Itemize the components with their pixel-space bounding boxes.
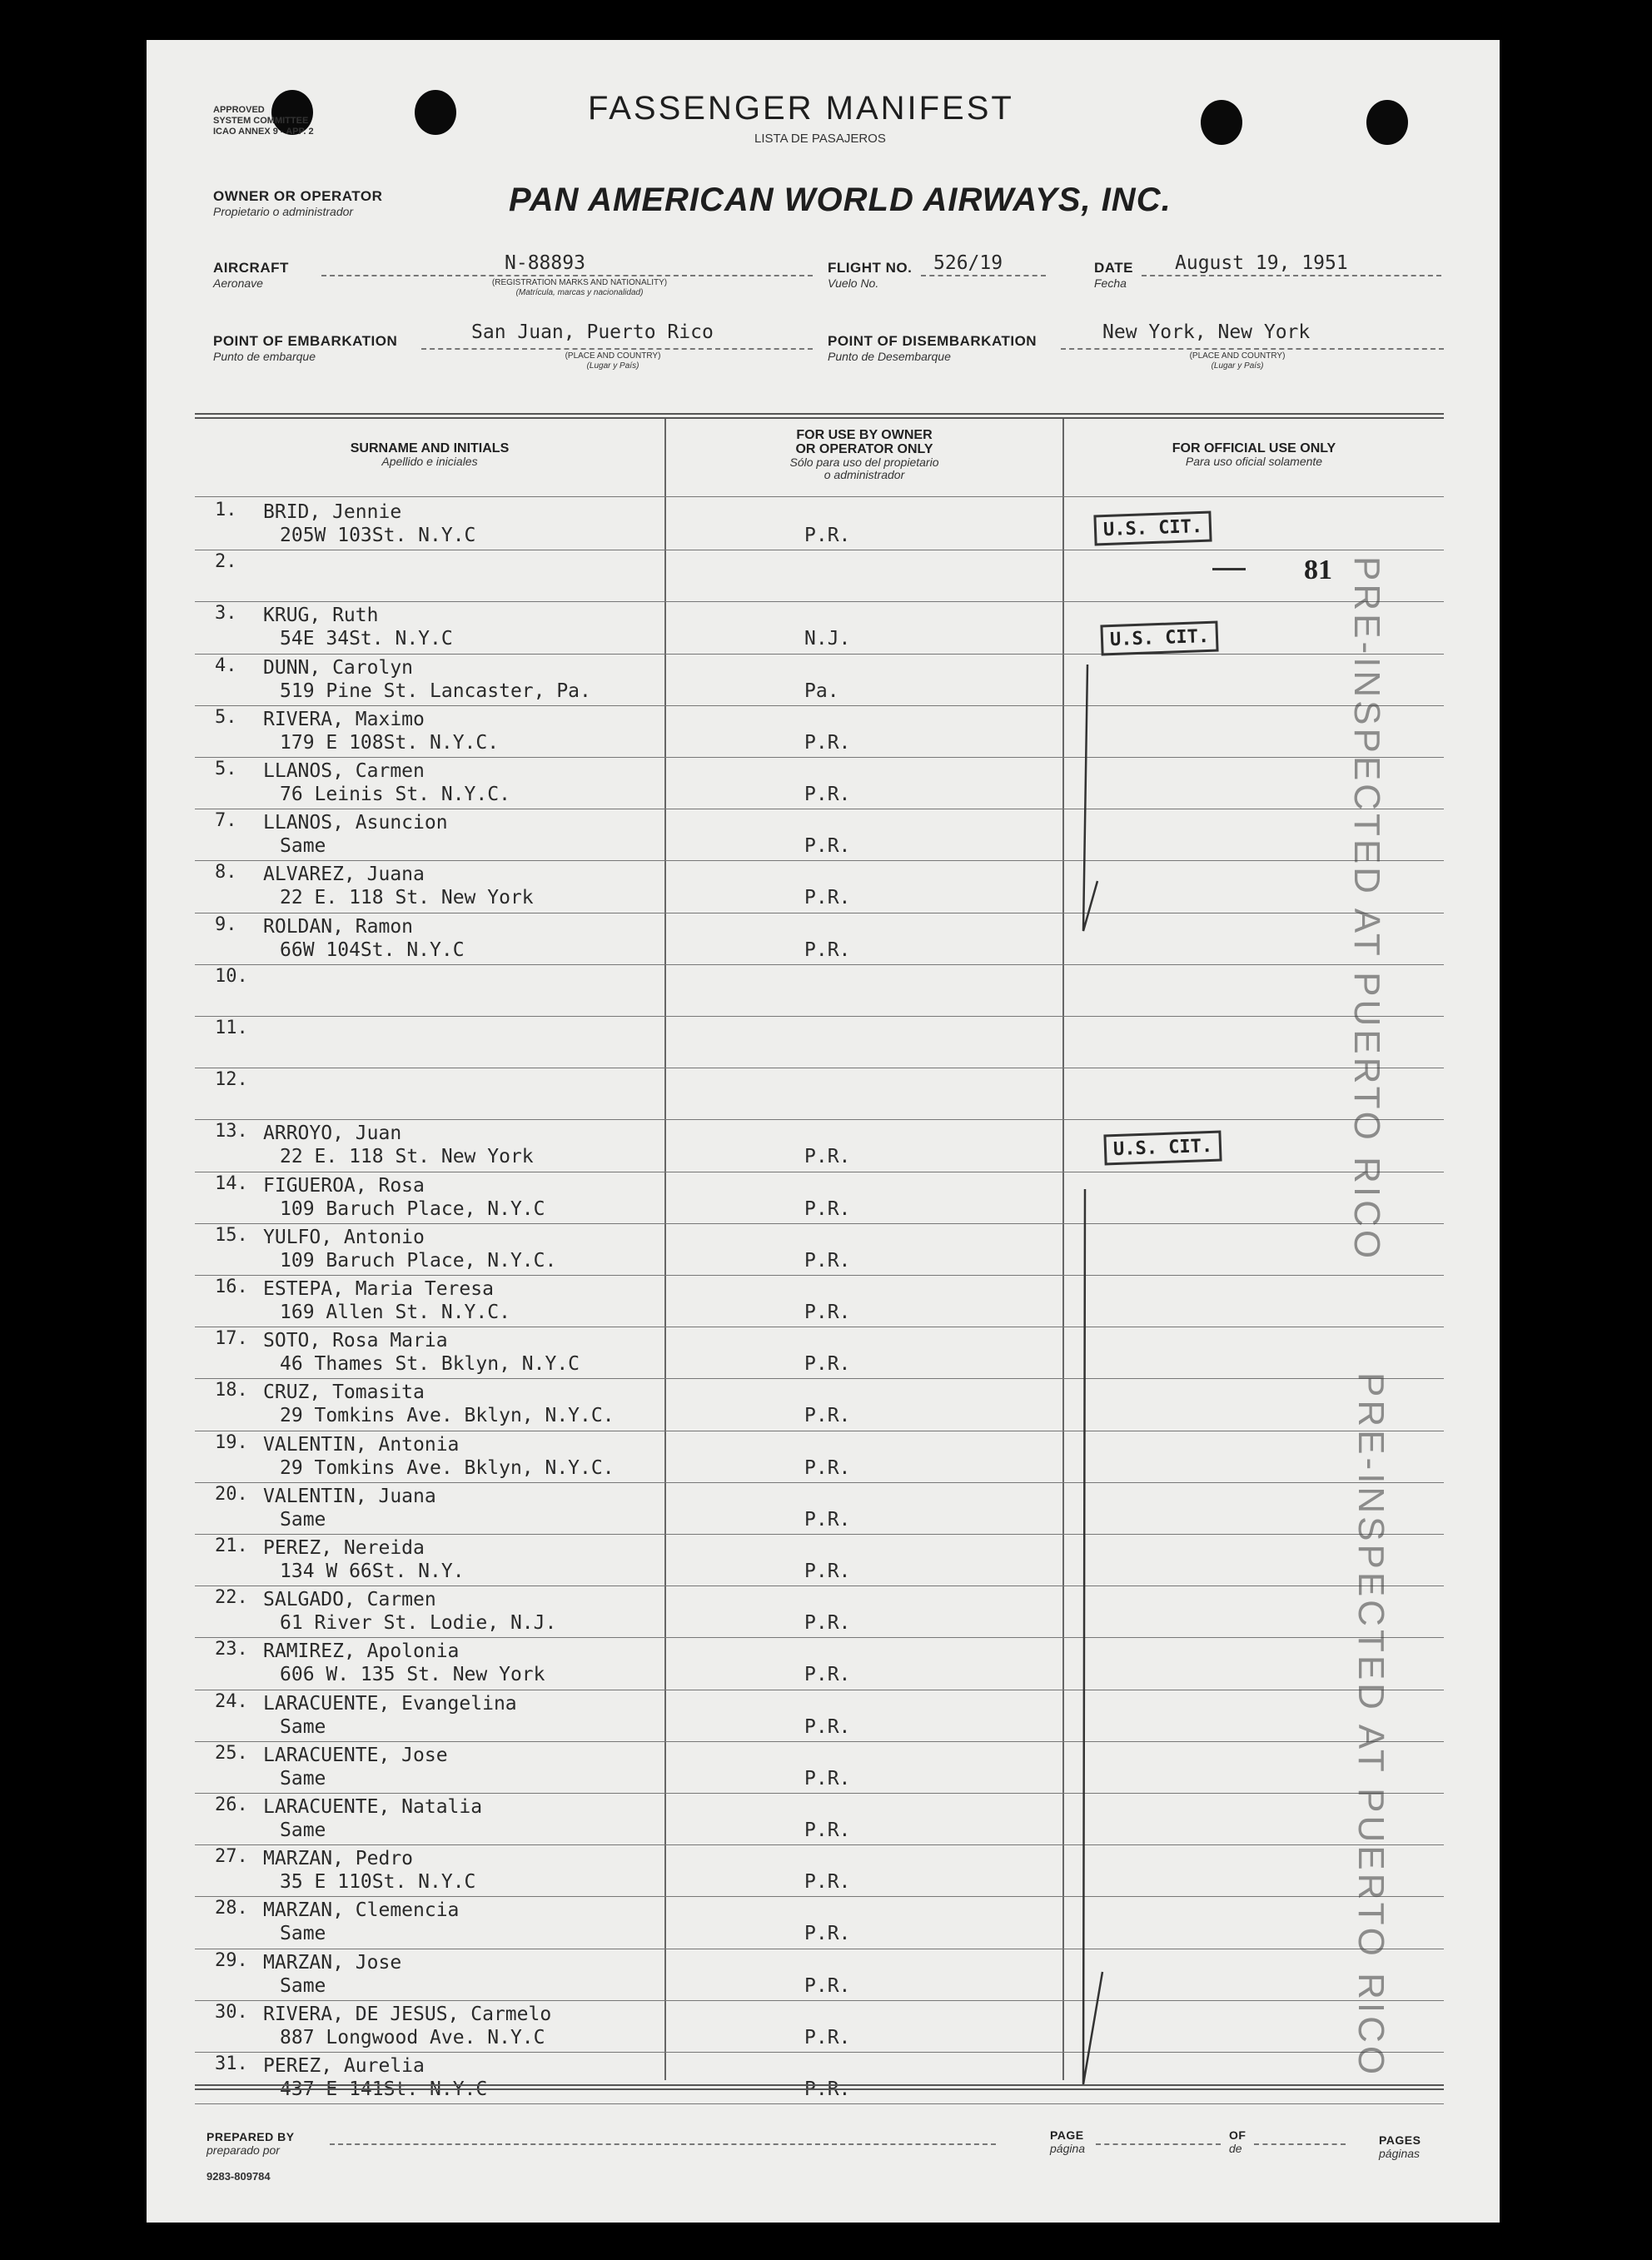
passenger-address: 35 E 110St. N.Y.C: [280, 1871, 476, 1894]
passenger-address: 519 Pine St. Lancaster, Pa.: [280, 679, 591, 702]
row-number: 18.: [215, 1380, 248, 1401]
us-citizen-stamp: U.S. CIT.: [1100, 621, 1218, 656]
operator-name: PAN AMERICAN WORLD AIRWAYS, INC.: [509, 182, 1172, 218]
column-header-es: o administrador: [824, 468, 905, 481]
passenger-origin: P.R.: [804, 1871, 851, 1894]
footer-rule: [195, 2084, 1444, 2086]
footer-rule: [195, 2088, 1444, 2090]
disembark-value: New York, New York: [1102, 321, 1311, 343]
manifest-page: [147, 40, 1500, 2223]
row-number: 17.: [215, 1328, 248, 1350]
column-header-en: FOR OFFICIAL USE ONLY: [1172, 441, 1336, 455]
row-number: 29.: [215, 1949, 248, 1971]
row-number: 10.: [215, 965, 248, 987]
passenger-origin: P.R.: [804, 2078, 851, 2100]
passenger-address: 66W 104St. N.Y.C: [280, 938, 465, 961]
passenger-origin: P.R.: [804, 1664, 851, 1686]
row-number: 27.: [215, 1846, 248, 1868]
embark-label-es: Punto de embarque: [213, 350, 316, 363]
column-header-es: Sólo para uso del propietario: [789, 455, 939, 469]
passenger-origin: P.R.: [804, 1353, 851, 1376]
owner-label: OWNER OR OPERATOR: [213, 188, 383, 204]
passenger-address: 29 Tomkins Ave. Bklyn, N.Y.C.: [280, 1405, 615, 1427]
passenger-address: Same: [280, 1508, 326, 1531]
passenger-origin: P.R.: [804, 1561, 851, 1582]
page-subtitle: LISTA DE PASAJEROS: [754, 132, 886, 146]
passenger-origin: N.J.: [804, 628, 851, 650]
passenger-origin: P.R.: [804, 1767, 851, 1790]
passenger-origin: P.R.: [804, 731, 851, 754]
passenger-address: Same: [280, 1974, 326, 1997]
passenger-name: LLANOS, Carmen: [263, 760, 425, 782]
row-number: 30.: [215, 2001, 248, 2023]
check-line: [1083, 1189, 1102, 2084]
embark-label: POINT OF EMBARKATION: [213, 333, 398, 349]
passenger-origin: P.R.: [804, 1249, 851, 1272]
page-label-es: página: [1050, 2142, 1086, 2155]
row-number: 26.: [215, 1795, 248, 1815]
column-header-en: OR OPERATOR ONLY: [795, 442, 933, 456]
passenger-address: 169 Allen St. N.Y.C.: [280, 1302, 510, 1323]
passenger-name: VALENTIN, Antonia: [263, 1433, 460, 1456]
passenger-address: Same: [280, 1923, 326, 1945]
check-line-marks: [147, 40, 1500, 2223]
row-number: 2.: [215, 551, 237, 573]
owner-label-es: Propietario o administrador: [213, 205, 354, 218]
place-note-en: (PLACE AND COUNTRY): [1189, 351, 1286, 361]
passenger-address: 437 E 141St. N.Y.C: [280, 2078, 488, 2100]
passenger-origin: P.R.: [804, 887, 851, 909]
row-number: 14.: [215, 1172, 248, 1194]
row-number: 1.: [215, 500, 237, 520]
passenger-address: Same: [280, 1715, 326, 1738]
prepared-by-underline: [330, 2143, 996, 2145]
passenger-name: PEREZ, Aurelia: [263, 2055, 425, 2077]
row-number: 22.: [215, 1587, 248, 1609]
passenger-name: MARZAN, Pedro: [263, 1848, 414, 1870]
passenger-address: 22 E. 118 St. New York: [280, 887, 534, 909]
column-header-en: FOR USE BY OWNER: [796, 428, 933, 442]
row-number: 25.: [215, 1742, 248, 1764]
registration-note-en: (REGISTRATION MARKS AND NATIONALITY): [491, 278, 668, 287]
flight-value: 526/19: [933, 252, 1003, 274]
passenger-origin: P.R.: [804, 1405, 851, 1427]
row-number: 24.: [215, 1690, 248, 1712]
passenger-origin: P.R.: [804, 1923, 851, 1945]
date-label-es: Fecha: [1094, 276, 1127, 290]
passenger-address: Same: [280, 1819, 326, 1841]
passenger-name: LARACUENTE, Evangelina: [263, 1692, 517, 1715]
pre-inspected-stamp: PRE-INSPECTED AT PUERTO RICO: [1351, 1372, 1391, 2078]
approval-line: APPROVED: [213, 105, 265, 115]
passenger-address: 22 E. 118 St. New York: [280, 1146, 534, 1168]
row-number: 8.: [215, 862, 237, 884]
passenger-name: VALENTIN, Juana: [263, 1485, 436, 1507]
flight-label-es: Vuelo No.: [828, 276, 879, 290]
passenger-name: LLANOS, Asuncion: [263, 812, 448, 834]
passenger-origin: P.R.: [804, 1819, 851, 1841]
place-note-en: (PLACE AND COUNTRY): [565, 351, 661, 361]
passenger-name: RIVERA, Maximo: [263, 708, 425, 730]
column-header-es: Para uso oficial solamente: [1185, 455, 1323, 468]
row-number: 20.: [215, 1483, 248, 1505]
passenger-origin: P.R.: [804, 938, 851, 961]
passenger-address: 29 Tomkins Ave. Bklyn, N.Y.C.: [280, 1456, 615, 1479]
date-value: August 19, 1951: [1175, 252, 1348, 274]
column-header-es: Apellido e iniciales: [381, 455, 478, 468]
prepared-by-label: PREPARED BY: [206, 2130, 295, 2143]
passenger-address: 179 E 108St. N.Y.C.: [280, 731, 500, 754]
passenger-name: MARZAN, Jose: [263, 1951, 402, 1974]
passenger-address: 46 Thames St. Bklyn, N.Y.C: [280, 1353, 580, 1376]
passenger-address: 76 Leinis St. N.Y.C.: [280, 784, 510, 805]
aircraft-value: N-88893: [505, 252, 585, 274]
place-note-es: (Lugar y País): [1211, 361, 1264, 371]
row-number: 7.: [215, 810, 237, 832]
row-number: 16.: [215, 1277, 248, 1297]
passenger-name: KRUG, Ruth: [263, 605, 379, 627]
passenger-address: 54E 34St. N.Y.C: [280, 628, 453, 650]
passenger-origin: P.R.: [804, 1612, 851, 1635]
row-number: 9.: [215, 913, 237, 935]
row-number: 28.: [215, 1898, 248, 1919]
check-line: [1083, 665, 1097, 931]
passenger-origin: P.R.: [804, 1974, 851, 1997]
passenger-name: MARZAN, Clemencia: [263, 1899, 460, 1922]
column-header-en: SURNAME AND INITIALS: [350, 441, 510, 455]
of-label-es: de: [1229, 2142, 1242, 2155]
pages-label-es: páginas: [1379, 2147, 1421, 2160]
passenger-origin: P.R.: [804, 1456, 851, 1479]
page-underline: [1096, 2143, 1221, 2145]
passenger-origin: P.R.: [804, 1197, 851, 1220]
row-number: 12.: [215, 1069, 248, 1091]
passenger-name: PEREZ, Nereida: [263, 1537, 425, 1559]
row-number: 21.: [215, 1536, 248, 1556]
passenger-name: FIGUEROA, Rosa: [263, 1174, 425, 1197]
row-number: 13.: [215, 1121, 248, 1142]
flight-label: FLIGHT NO.: [828, 260, 913, 276]
passenger-name: ROLDAN, Ramon: [263, 915, 414, 938]
date-label: DATE: [1094, 260, 1134, 276]
passenger-name: SOTO, Rosa Maria: [263, 1330, 448, 1352]
row-number: 11.: [215, 1018, 248, 1038]
passenger-origin: P.R.: [804, 1508, 851, 1531]
passenger-name: CRUZ, Tomasita: [263, 1381, 425, 1404]
row-number: 19.: [215, 1431, 248, 1453]
approval-line: ICAO ANNEX 9 - APP. 2: [213, 127, 314, 137]
passenger-name: LARACUENTE, Natalia: [263, 1796, 483, 1818]
disembark-label: POINT OF DISEMBARKATION: [828, 333, 1037, 349]
row-number: 4.: [215, 655, 237, 676]
passenger-origin: P.R.: [804, 784, 851, 805]
embark-value: San Juan, Puerto Rico: [471, 321, 714, 343]
page-block: [1050, 2128, 1085, 2155]
row-number: 3.: [215, 603, 237, 625]
passenger-name: SALGADO, Carmen: [263, 1589, 436, 1611]
passenger-name: LARACUENTE, Jose: [263, 1744, 448, 1766]
passenger-name: ARROYO, Juan: [263, 1123, 402, 1145]
aircraft-label-es: Aeronave: [213, 276, 263, 290]
us-citizen-stamp: U.S. CIT.: [1103, 1131, 1222, 1166]
of-underline: [1254, 2143, 1346, 2145]
passenger-name: RAMIREZ, Apolonia: [263, 1640, 460, 1663]
pages-label: PAGES: [1379, 2133, 1421, 2147]
passenger-address: 134 W 66St. N.Y.: [280, 1561, 465, 1582]
form-code: 9283-809784: [206, 2170, 271, 2183]
passenger-origin: Pa.: [804, 679, 839, 702]
prepared-by-label-es: preparado por: [206, 2143, 280, 2157]
pages-block: [1379, 2133, 1421, 2160]
page-title: FASSENGER MANIFEST: [588, 90, 1014, 127]
aircraft-label: AIRCRAFT: [213, 260, 289, 276]
row-number: 31.: [215, 2053, 248, 2074]
row-number: 5.: [215, 706, 237, 728]
registration-note-es: (Matrícula, marcas y nacionalidad): [515, 288, 644, 297]
place-note-es: (Lugar y País): [586, 361, 639, 371]
passenger-origin: P.R.: [804, 1302, 851, 1323]
passenger-address: 109 Baruch Place, N.Y.C.: [280, 1249, 557, 1272]
passenger-origin: P.R.: [804, 835, 851, 858]
row-number: 23.: [215, 1639, 248, 1660]
row-number: 5.: [215, 759, 237, 779]
pre-inspected-stamp: PRE-INSPECTED AT PUERTO RICO: [1346, 556, 1387, 1262]
passenger-name: YULFO, Antonio: [263, 1226, 425, 1248]
passenger-address: 606 W. 135 St. New York: [280, 1664, 545, 1686]
of-block: [1229, 2128, 1246, 2155]
row-number: 15.: [215, 1224, 248, 1246]
passenger-origin: P.R.: [804, 1715, 851, 1738]
passenger-name: DUNN, Carolyn: [263, 656, 414, 679]
passenger-name: ESTEPA, Maria Teresa: [263, 1278, 494, 1300]
us-citizen-stamp: U.S. CIT.: [1093, 511, 1212, 546]
passenger-name: RIVERA, DE JESUS, Carmelo: [263, 2003, 552, 2025]
passenger-address: 205W 103St. N.Y.C: [280, 525, 476, 546]
passenger-address: Same: [280, 835, 326, 858]
passenger-address: 887 Longwood Ave. N.Y.C: [280, 2026, 545, 2048]
passenger-address: Same: [280, 1767, 326, 1790]
passenger-origin: P.R.: [804, 525, 851, 546]
page-label: PAGE: [1050, 2128, 1084, 2142]
of-label: OF: [1229, 2128, 1246, 2142]
disembark-label-es: Punto de Desembarque: [828, 350, 951, 363]
passenger-address: 109 Baruch Place, N.Y.C: [280, 1197, 545, 1220]
passenger-address: 61 River St. Lodie, N.J.: [280, 1612, 557, 1635]
passenger-origin: P.R.: [804, 1146, 851, 1168]
prepared-by-block: [206, 2130, 295, 2157]
approval-line: SYSTEM COMMITTEE: [213, 116, 309, 126]
official-count: 81: [1304, 555, 1332, 585]
passenger-name: ALVAREZ, Juana: [263, 864, 425, 886]
passenger-name: BRID, Jennie: [263, 501, 402, 523]
passenger-origin: P.R.: [804, 2026, 851, 2048]
